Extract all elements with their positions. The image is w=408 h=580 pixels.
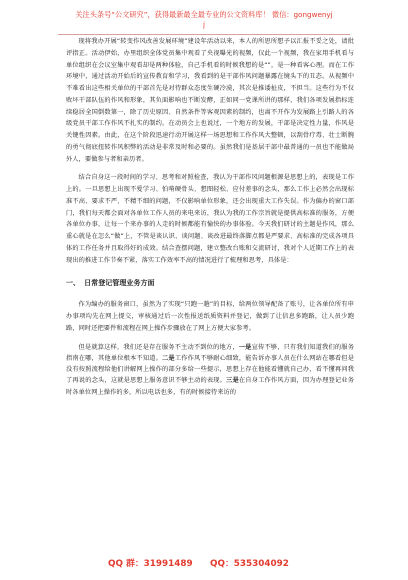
paragraph-problems <box>66 342 354 398</box>
page-header <box>0 10 408 30</box>
header-notice-continued: j <box>203 20 205 29</box>
problem-3-label: 三是 <box>226 377 239 385</box>
paragraph-reflection: 结合自身这一段时间的学习、思考和对照检查，我认为干部作风问题根源是思想上的，表现是工作上的。一旦思想上出现不爱学习、怕啃硬骨头、想图轻松、应付差事的念头，那么工作上必然会出现标准不高、要求不严、不精不细的问题，不仅影响单位形象，还会出现重大工作失误。作为偏办的窗口部门，我们每天都会面对各单位工作人员的来电来访，我认为我的工作宗旨就是提供高标准的服务，方便各单位办事，让每一个来办事的人走的时候都能有愉快的办事体验。今天我们研讨的主题是作风，那么重心就是在怎么“做”上，不管是谈认识、谈问题、谈改进最终落脚点都是严要求、高标准的完成各项具体的工作任务并且取得好的成效。结合查摆问题，建立整改台账和交流研讨，我对个人近期工作上的表现出的推进工作节奏不紧，落实工作效率不高的情况进行了梳理和思考，具体是： <box>66 174 354 264</box>
problem-3-text: 在自身工作作风方面，因为办理登记业务时各单位网上操作的多，所以电话也多，有的时候接待来访的 <box>66 377 354 396</box>
section-heading-number: 一、 <box>66 279 81 288</box>
header-divider <box>58 34 350 35</box>
paragraph-service-window: 作为编办的服务窗口，虽然为了实现“只跑一趟”的目标，给两位领导配备了账号，让各单位所有申办事项均先在网上提交，审核通过后一次性报送纸质资料并登记，做到了让信息多跑路，让人员少跑路，同时还把要件和流程在网上操作步骤放在了网上方便大家参考。 <box>66 301 354 332</box>
problem-2-text: 工作作风不够耐心细致，能告诉办事人员在什么网站在哪看但是没有按照流程给他们讲解网上操作的部分多给一些提示，思想上存在他能看懂就自己办，看不懂再问我了再说的念头，这就是思想上服务意识不够主动的表现。 <box>66 354 354 385</box>
page-footer <box>0 558 408 572</box>
section-heading-text: 日常登记管理业务方面 <box>84 279 155 288</box>
section-heading <box>66 277 354 289</box>
problem-1-label: 一是 <box>238 343 252 351</box>
document-body <box>66 36 354 398</box>
footer-qq-group: QQ 群：31991489 <box>108 559 193 569</box>
problem-2-label: 二是 <box>162 354 175 362</box>
problem-1-text: 宣传不够，只有我们知道我们的服务指南在哪，其他单位根本不知道。 <box>66 343 354 362</box>
footer-qq-number: QQ：535304092 <box>210 559 289 569</box>
paragraph-intro: 现将我办开展“转变作风改善发展环境”建设年活动以来，本人的所思所想予以汇报不妥之处，请批评指正。活动伊始，办里组织全体党员集中观看了央视曝光的视频，仅此一个视频，我在家用手机看与单位组织在会议室集中观看却是两种体验，自己手机看的时候我想的是“”，是一种看客心理。而在工作环境中，通过活动开始后的宣传教育和学习，我看到的是干部作风问题暴露在镜头下的丑态。从视频中不难看出这些相关单位的干部首先是对待群众态度生硬冷漠，其次是推诿扯皮，不担当。这些行为不仅败坏干部队伍的作风和形象，其负面影响也不断发酵，正如同一党课所讲的那样，我们各项发展指标连续稳居全国倒数第一，除了历史原因、自然条件等客观因素的制约，也离不开作为发展路上引路人的各级党员干部工作作风不扎实的制约。在动员会上也说过，一个地方的发展，干部是决定性力量，作风是关键性因素。由此，在这个阶段迅速行动开展这样一场思想和工作作风大整顿，以刮骨疗毒、壮士断腕的勇气彻底扭转作风积弊的活动是非常及时和必要的。虽然我们是基层干部中最普通的一员也不能做局外人，要做参与者和亲历者。 <box>66 38 354 163</box>
header-notice: 关注头条号“公文研究”，获得最新最全最专业的公文资料库！ 微信：gongwenyj <box>75 10 333 19</box>
problems-intro-text: 但是就算这样，我们还是存在服务不主动不到位的地方， <box>78 343 239 351</box>
